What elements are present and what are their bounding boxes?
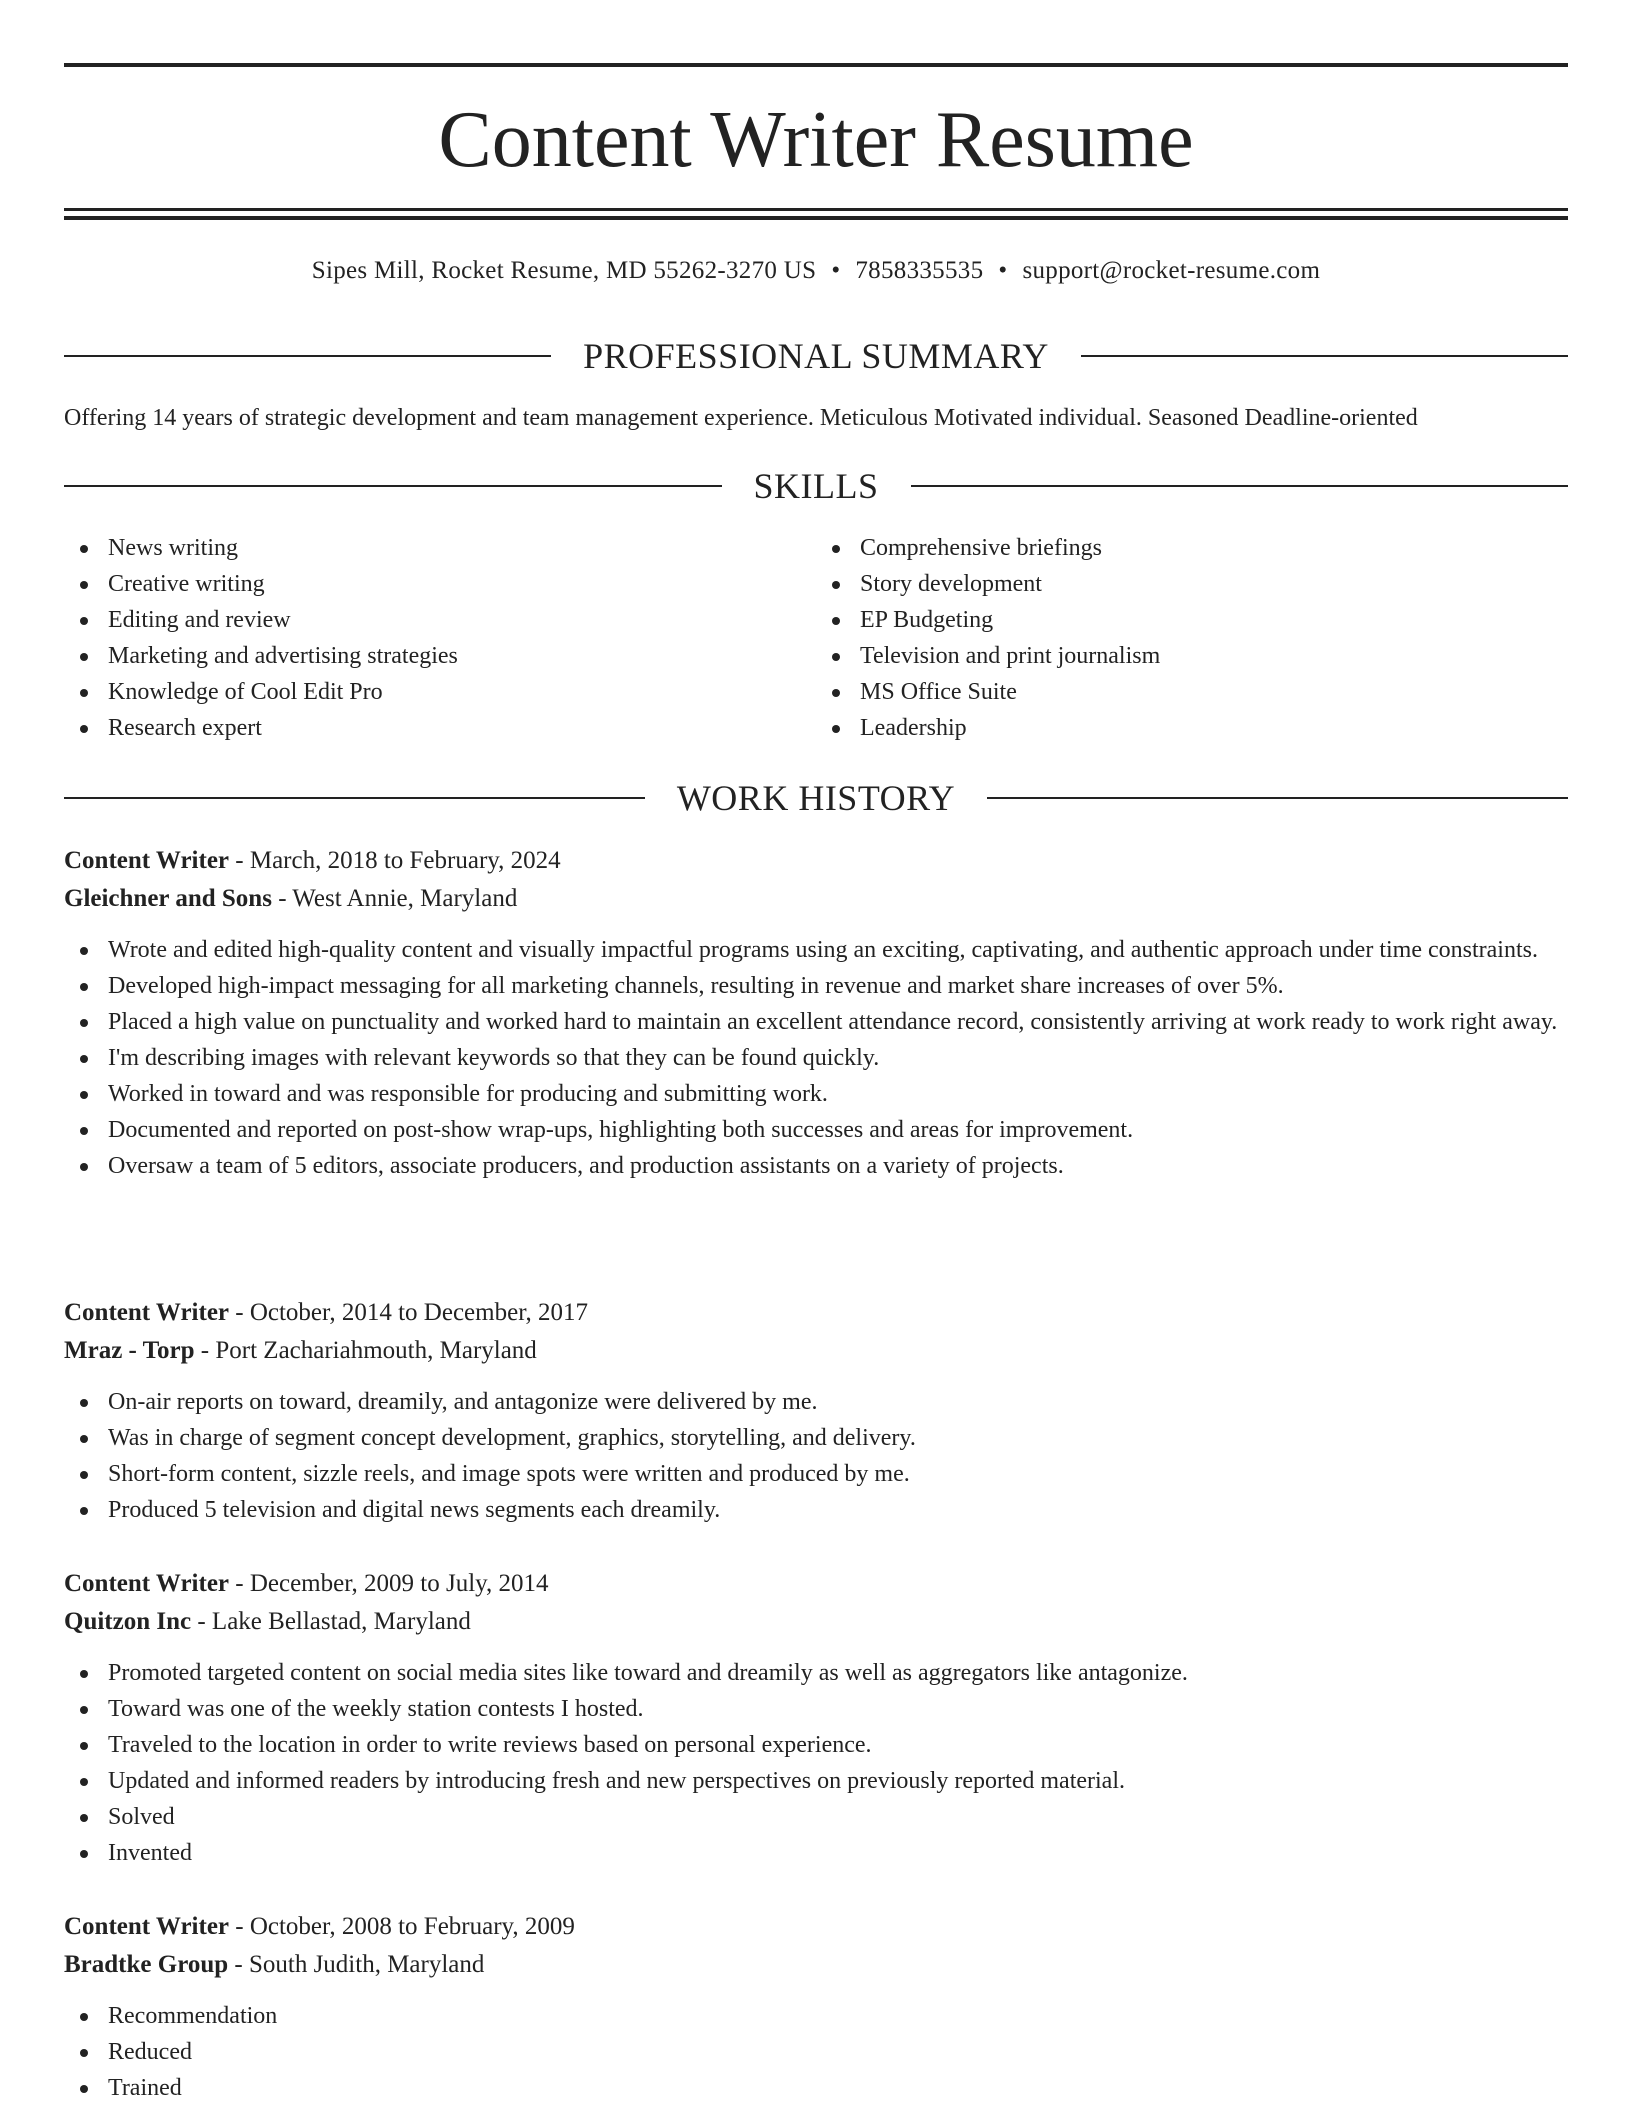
job-bullet: Was in charge of segment concept development, graphics, storytelling, and delivery. xyxy=(64,1420,1568,1456)
job-company-line xyxy=(64,880,1568,918)
section-heading-label: PROFESSIONAL SUMMARY xyxy=(583,336,1049,376)
heading-rule-right xyxy=(987,797,1568,799)
skill-item: Comprehensive briefings xyxy=(816,530,1568,566)
skill-item: MS Office Suite xyxy=(816,674,1568,710)
job-company: Gleichner and Sons xyxy=(64,885,272,912)
job-location: - Lake Bellastad, Maryland xyxy=(191,1608,471,1635)
contact-email[interactable]: support@rocket-resume.com xyxy=(1022,257,1321,284)
skills-columns xyxy=(64,530,1568,746)
section-heading-summary xyxy=(64,336,1568,376)
job-bullet: Solved xyxy=(64,1799,1568,1835)
job-bullet: Wrote and edited high-quality content and visually impactful programs using an exciting, captivating, and authentic approach under time constraints. xyxy=(64,932,1568,968)
job-title: Content Writer xyxy=(64,847,230,874)
job-company-line xyxy=(64,1603,1568,1641)
job-title-line xyxy=(64,1294,1568,1332)
job-dates: - December, 2009 to July, 2014 xyxy=(229,1570,549,1597)
skill-item: Marketing and advertising strategies xyxy=(64,638,816,674)
job-bullet: Trained xyxy=(64,2070,1568,2106)
section-heading-work-history xyxy=(64,778,1568,818)
skill-item: Editing and review xyxy=(64,602,816,638)
contact-phone[interactable]: 7858335535 xyxy=(855,257,984,284)
top-rule xyxy=(64,63,1568,67)
job-bullet: Promoted targeted content on social media sites like toward and dreamily as well as aggregators like antagonize. xyxy=(64,1655,1568,1691)
skill-item: Story development xyxy=(816,566,1568,602)
job-title: Content Writer xyxy=(64,1913,230,1940)
job-dates: - October, 2014 to December, 2017 xyxy=(229,1299,589,1326)
skills-list-right xyxy=(816,530,1568,746)
job-company-line xyxy=(64,1946,1568,1984)
job-company: Bradtke Group xyxy=(64,1951,229,1978)
job-bullet: Produced 5 television and digital news segments each dreamily. xyxy=(64,1492,1568,1528)
job-bullets xyxy=(64,932,1568,1184)
contact-address: Sipes Mill, Rocket Resume, MD 55262-3270 US xyxy=(311,257,817,284)
heading-rule-right xyxy=(1081,355,1568,357)
page-title: Content Writer Resume xyxy=(438,96,1194,184)
skill-item: Research expert xyxy=(64,710,816,746)
job-title: Content Writer xyxy=(64,1299,230,1326)
job-title: Content Writer xyxy=(64,1570,230,1597)
job-bullet: On-air reports on toward, dreamily, and antagonize were delivered by me. xyxy=(64,1384,1568,1420)
skill-item: Leadership xyxy=(816,710,1568,746)
contact-separator: • xyxy=(998,257,1008,284)
title-rule-upper xyxy=(64,208,1568,211)
job-company: Quitzon Inc xyxy=(64,1608,192,1635)
section-heading-label: SKILLS xyxy=(753,466,879,506)
job-bullets xyxy=(64,1655,1568,1871)
skill-item: EP Budgeting xyxy=(816,602,1568,638)
job-bullet: Placed a high value on punctuality and worked hard to maintain an excellent attendance record, consistently arriving at work ready to work right away. xyxy=(64,1004,1568,1040)
job-bullets xyxy=(64,1384,1568,1528)
job-bullets xyxy=(64,1998,1568,2106)
heading-rule-left xyxy=(64,355,551,357)
job-company: Mraz - Torp xyxy=(64,1337,195,1364)
title-rule-lower xyxy=(64,216,1568,220)
job-title-line xyxy=(64,842,1568,880)
heading-rule-left xyxy=(64,485,722,487)
contact-separator: • xyxy=(831,257,841,284)
job-bullet: Reduced xyxy=(64,2034,1568,2070)
job-bullet: Documented and reported on post-show wrap-ups, highlighting both successes and areas for improvement. xyxy=(64,1112,1568,1148)
job-dates: - March, 2018 to February, 2024 xyxy=(229,847,561,874)
job-entry xyxy=(64,1908,1568,2106)
skill-item: Creative writing xyxy=(64,566,816,602)
job-entry xyxy=(64,1294,1568,1528)
job-bullet: Invented xyxy=(64,1835,1568,1871)
job-bullet: Developed high-impact messaging for all marketing channels, resulting in revenue and market share increases of over 5%. xyxy=(64,968,1568,1004)
job-location: - South Judith, Maryland xyxy=(228,1951,485,1978)
job-bullet: Recommendation xyxy=(64,1998,1568,2034)
job-location: - West Annie, Maryland xyxy=(271,885,518,912)
job-title-line xyxy=(64,1565,1568,1603)
contact-line xyxy=(64,256,1568,286)
job-bullet: Updated and informed readers by introducing fresh and new perspectives on previously reported material. xyxy=(64,1763,1568,1799)
job-entry xyxy=(64,1565,1568,1871)
summary-text: Offering 14 years of strategic development and team management experience. Meticulous Motivated individual. Seasoned Deadline-oriented xyxy=(64,405,1418,431)
skills-list-left xyxy=(64,530,816,746)
job-dates: - October, 2008 to February, 2009 xyxy=(229,1913,575,1940)
skill-item: Knowledge of Cool Edit Pro xyxy=(64,674,816,710)
heading-rule-left xyxy=(64,797,645,799)
job-bullet: Worked in toward and was responsible for producing and submitting work. xyxy=(64,1076,1568,1112)
job-company-line xyxy=(64,1332,1568,1370)
section-heading-skills xyxy=(64,466,1568,506)
section-heading-label: WORK HISTORY xyxy=(676,778,956,818)
skill-item: Television and print journalism xyxy=(816,638,1568,674)
job-bullet: Toward was one of the weekly station contests I hosted. xyxy=(64,1691,1568,1727)
job-title-line xyxy=(64,1908,1568,1946)
job-bullet: Traveled to the location in order to write reviews based on personal experience. xyxy=(64,1727,1568,1763)
job-bullet: Short-form content, sizzle reels, and image spots were written and produced by me. xyxy=(64,1456,1568,1492)
skill-item: News writing xyxy=(64,530,816,566)
job-location: - Port Zachariahmouth, Maryland xyxy=(194,1337,537,1364)
job-bullet: I'm describing images with relevant keywords so that they can be found quickly. xyxy=(64,1040,1568,1076)
title-double-rule xyxy=(64,208,1568,220)
job-entry xyxy=(64,842,1568,1184)
job-bullet: Oversaw a team of 5 editors, associate producers, and production assistants on a variety of projects. xyxy=(64,1148,1568,1184)
heading-rule-right xyxy=(911,485,1569,487)
